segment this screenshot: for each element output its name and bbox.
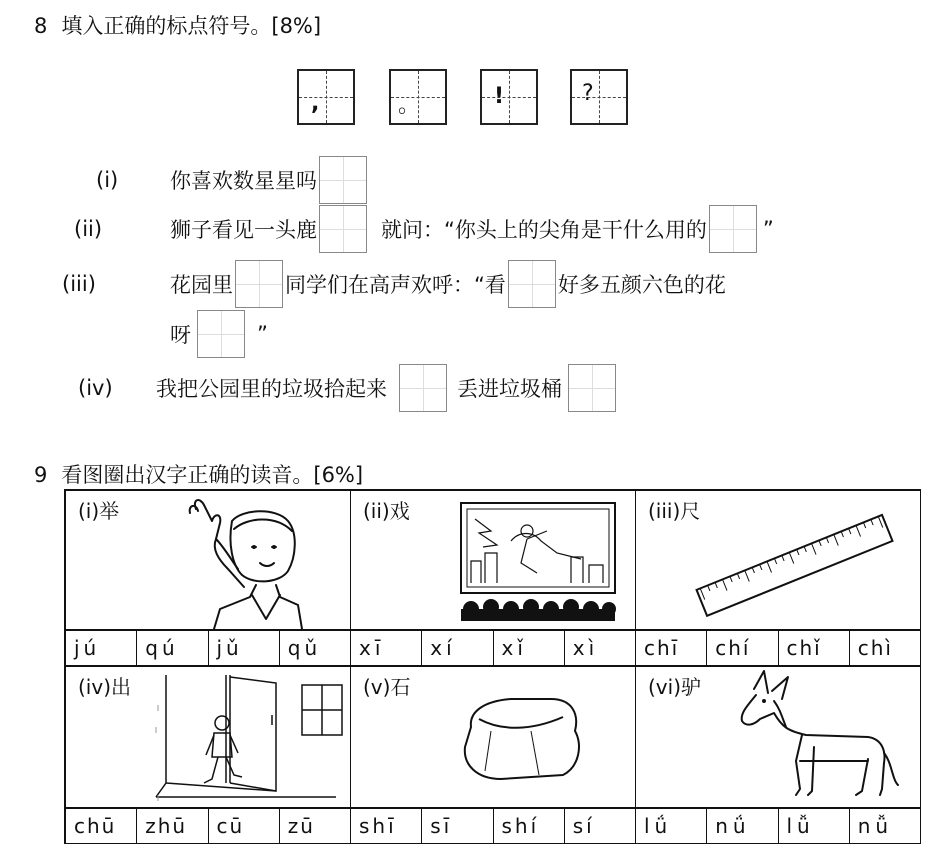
pinyin-option[interactable]: sí [572,814,595,838]
item-label: (iii) [62,272,96,296]
question-9-title [34,459,363,489]
question-text: 看图圈出汉字正确的读音。[6%] [61,463,364,487]
item-text: 呀 [170,323,191,347]
answer-box[interactable] [399,364,447,412]
pinyin-option[interactable]: lǘ [636,809,707,843]
pinyin-option[interactable]: chì [857,636,893,660]
item-text: 狮子看见一头鹿 [170,218,317,242]
answer-box[interactable] [319,156,367,204]
pinyin-option[interactable]: jú [66,631,137,665]
pinyin-option[interactable]: xī [351,631,422,665]
answer-box[interactable] [709,205,757,253]
q8-item-iii [62,260,726,308]
item-text: 就问：“你头上的尖角是干什么用的 [381,218,707,242]
item-text: 花园里 [170,273,233,297]
pinyin-option[interactable]: cū [209,809,280,843]
item-text: 丢进垃圾桶 [457,377,562,401]
question-text: 填入正确的标点符号。[8%] [61,14,322,38]
pinyin-option[interactable]: chī [636,631,707,665]
picture-cell-ju [65,490,351,630]
pinyin-option[interactable]: nǘ [707,809,778,843]
pinyin-options-row [65,808,351,844]
pinyin-options-row [65,630,351,666]
item-label: (ii) [74,217,103,241]
pinyin-option[interactable]: zū [287,814,315,838]
exclamation-symbol: ! [494,84,505,109]
item-label: (i) [96,168,119,192]
symbol-box-question [570,69,628,125]
picture-cell-xi [350,490,636,630]
cell-label: (ii)戏 [363,499,410,523]
item-text: ” [257,322,268,346]
pinyin-option[interactable]: chū [66,809,137,843]
q8-item-iv [78,364,616,412]
boy-exit-door-icon [66,667,352,809]
pinyin-options-row [350,808,636,844]
waving-boy-icon [66,491,352,631]
q8-item-i [96,156,367,204]
answer-box[interactable] [568,364,616,412]
item-text: 我把公园里的垃圾拾起来 [156,377,387,401]
stone-icon [351,667,637,809]
pinyin-option[interactable]: qǔ [287,636,322,660]
question-8-title [34,10,321,40]
pinyin-option[interactable]: xí [422,631,493,665]
picture-cell-shi [350,666,636,808]
pinyin-options-row [635,630,921,666]
picture-cell-lv [635,666,921,808]
cell-label: (v)石 [363,675,411,699]
pinyin-option[interactable]: nǚ [857,814,894,838]
item-text: 好多五颜六色的花 [557,273,726,297]
picture-cell-chi [635,490,921,630]
pinyin-options-row [635,808,921,844]
answer-box[interactable] [197,310,245,358]
item-text: ” [762,217,774,241]
pinyin-option[interactable]: shí [494,809,565,843]
question-symbol: ? [582,81,594,106]
pinyin-option[interactable]: sī [422,809,493,843]
pinyin-option[interactable]: xì [572,636,599,660]
period-symbol: 。 [398,93,421,118]
pinyin-option[interactable]: qú [137,631,208,665]
theater-screen-icon [351,491,637,631]
picture-cell-chu [65,666,351,808]
item-text: 同学们在高声欢呼：“看 [285,273,506,297]
ruler-icon [636,491,922,631]
pinyin-option[interactable]: shī [351,809,422,843]
pinyin-option[interactable]: jǔ [209,631,280,665]
item-text: 你喜欢数星星吗 [170,169,317,193]
donkey-icon [636,667,922,809]
question-number: 8 [34,14,48,38]
pinyin-option[interactable]: lǚ [779,809,850,843]
cell-label: (i)举 [78,499,120,523]
comma-symbol: , [311,91,320,116]
q8-item-iii-line2 [170,310,268,358]
pinyin-option[interactable]: zhū [137,809,208,843]
symbol-box-comma [297,69,355,125]
cell-label: (vi)驴 [648,675,701,699]
symbol-box-period [389,69,447,125]
question-number: 9 [34,463,48,487]
pinyin-options-row [350,630,636,666]
pinyin-option[interactable]: xǐ [494,631,565,665]
cell-label: (iv)出 [78,675,131,699]
item-label: (iv) [78,376,113,400]
pinyin-option[interactable]: chí [707,631,778,665]
q8-item-ii [74,205,774,253]
cell-label: (iii)尺 [648,499,701,523]
answer-box[interactable] [319,205,367,253]
answer-box[interactable] [508,260,556,308]
pinyin-option[interactable]: chǐ [779,631,850,665]
answer-box[interactable] [235,260,283,308]
symbol-box-exclamation [480,69,538,125]
